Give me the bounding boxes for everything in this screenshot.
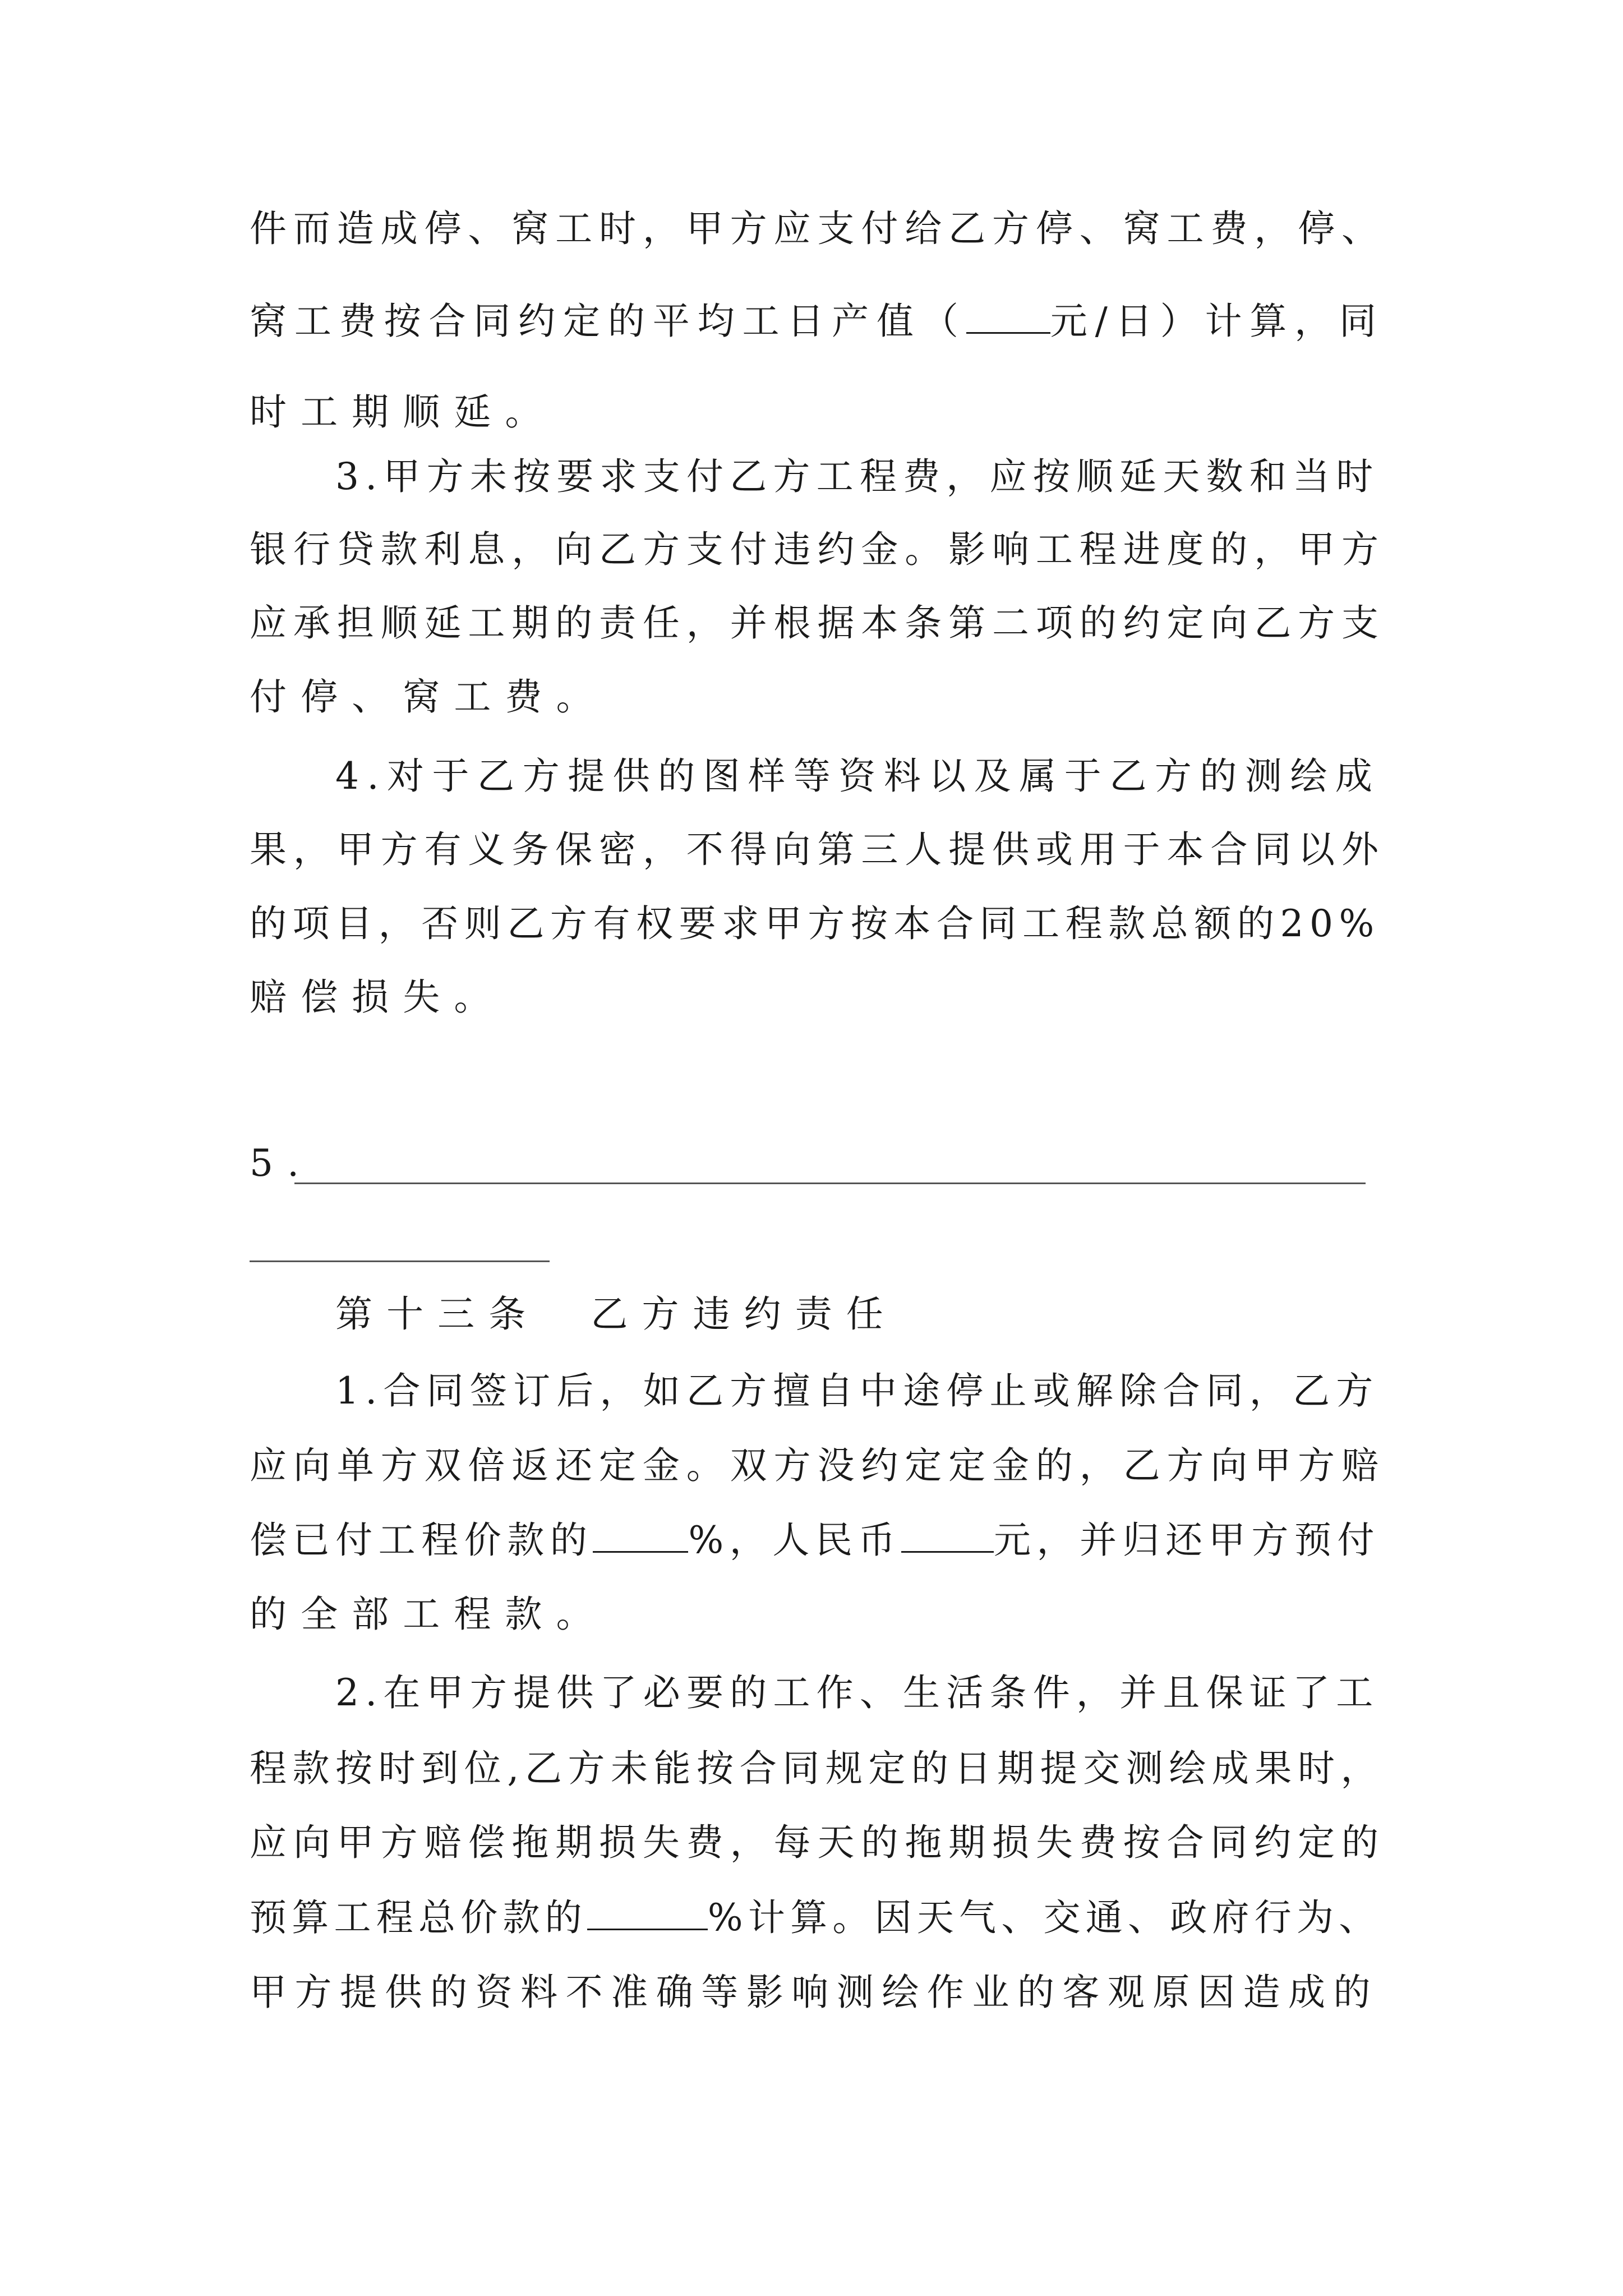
text-line — [335, 1369, 1379, 1414]
text-run: 5. — [250, 1142, 313, 1185]
text-run: 元/日）计算，同 — [1050, 300, 1384, 343]
fill-in-line — [294, 1182, 1366, 1184]
text-line — [250, 1895, 1381, 1940]
fill-in-blank — [587, 1897, 708, 1930]
text-run: 3.甲方未按要求支付乙方工程费，应按顺延天数和当时 — [335, 455, 1380, 498]
text-line — [335, 754, 1380, 799]
text-run: 甲方提供的资料不准确等影响测绘作业的客观原因造成的 — [250, 1971, 1378, 2014]
fill-in-line — [250, 1260, 550, 1262]
text-run: 1.合同签订后，如乙方擅自中途停止或解除合同，乙方 — [335, 1369, 1380, 1412]
text-run: 第十三条 乙方违约责任 — [335, 1292, 897, 1336]
text-run: 窝工费按合同约定的平均工日产值（ — [250, 300, 966, 343]
text-line — [250, 206, 1385, 251]
text-line — [250, 1443, 1385, 1488]
text-line — [250, 299, 1384, 344]
text-line — [250, 601, 1385, 646]
text-run: %计算。因天气、交通、政府行为、 — [707, 1896, 1381, 1939]
text-run: 元，并归还甲方预付 — [994, 1519, 1381, 1562]
text-run: 应向甲方赔偿拖期损失费，每天的拖期损失费按合同约定的 — [250, 1821, 1385, 1864]
text-run: 赔偿损失。 — [250, 976, 505, 1019]
text-run: %，人民币 — [688, 1519, 901, 1562]
text-line — [250, 527, 1385, 572]
text-run: 付停、窝工费。 — [250, 675, 607, 719]
text-line — [250, 827, 1385, 872]
text-run: 预算工程总价款的 — [250, 1896, 587, 1939]
text-run: 件而造成停、窝工时，甲方应支付给乙方停、窝工费，停、 — [250, 207, 1385, 250]
text-run: 果，甲方有义务保密，不得向第三人提供或用于本合同以外 — [250, 828, 1385, 871]
text-line — [250, 975, 505, 1020]
item-number — [250, 1141, 313, 1186]
article-heading — [335, 1292, 897, 1337]
text-run: 应承担顺延工期的责任，并根据本条第二项的约定向乙方支 — [250, 601, 1385, 645]
text-line — [335, 454, 1379, 499]
text-line — [250, 1592, 607, 1637]
fill-in-blank — [901, 1520, 994, 1553]
text-run: 偿已付工程价款的 — [250, 1519, 593, 1562]
text-line — [250, 675, 607, 720]
text-run: 银行贷款利息，向乙方支付违约金。影响工程进度的，甲方 — [250, 528, 1385, 571]
text-run: 应向单方双倍返还定金。双方没约定定金的，乙方向甲方赔 — [250, 1444, 1385, 1487]
text-line — [335, 1671, 1379, 1715]
text-line — [250, 1820, 1385, 1865]
text-line — [250, 390, 556, 435]
text-run: 时工期顺延。 — [250, 390, 556, 434]
text-run: 的项目，否则乙方有权要求甲方按本合同工程款总额的20% — [250, 902, 1380, 945]
text-line — [250, 901, 1380, 946]
text-run: 2.在甲方提供了必要的工作、生活条件，并且保证了工 — [335, 1671, 1380, 1714]
text-line — [250, 1518, 1380, 1563]
fill-in-blank — [966, 301, 1050, 334]
text-run: 4.对于乙方提供的图样等资料以及属于乙方的测绘成 — [335, 754, 1381, 798]
text-line — [250, 1746, 1384, 1791]
fill-in-blank — [593, 1520, 688, 1553]
text-run: 程款按时到位,乙方未能按合同规定的日期提交测绘成果时， — [250, 1747, 1384, 1790]
text-line — [250, 1970, 1378, 2015]
text-run: 的全部工程款。 — [250, 1593, 607, 1636]
